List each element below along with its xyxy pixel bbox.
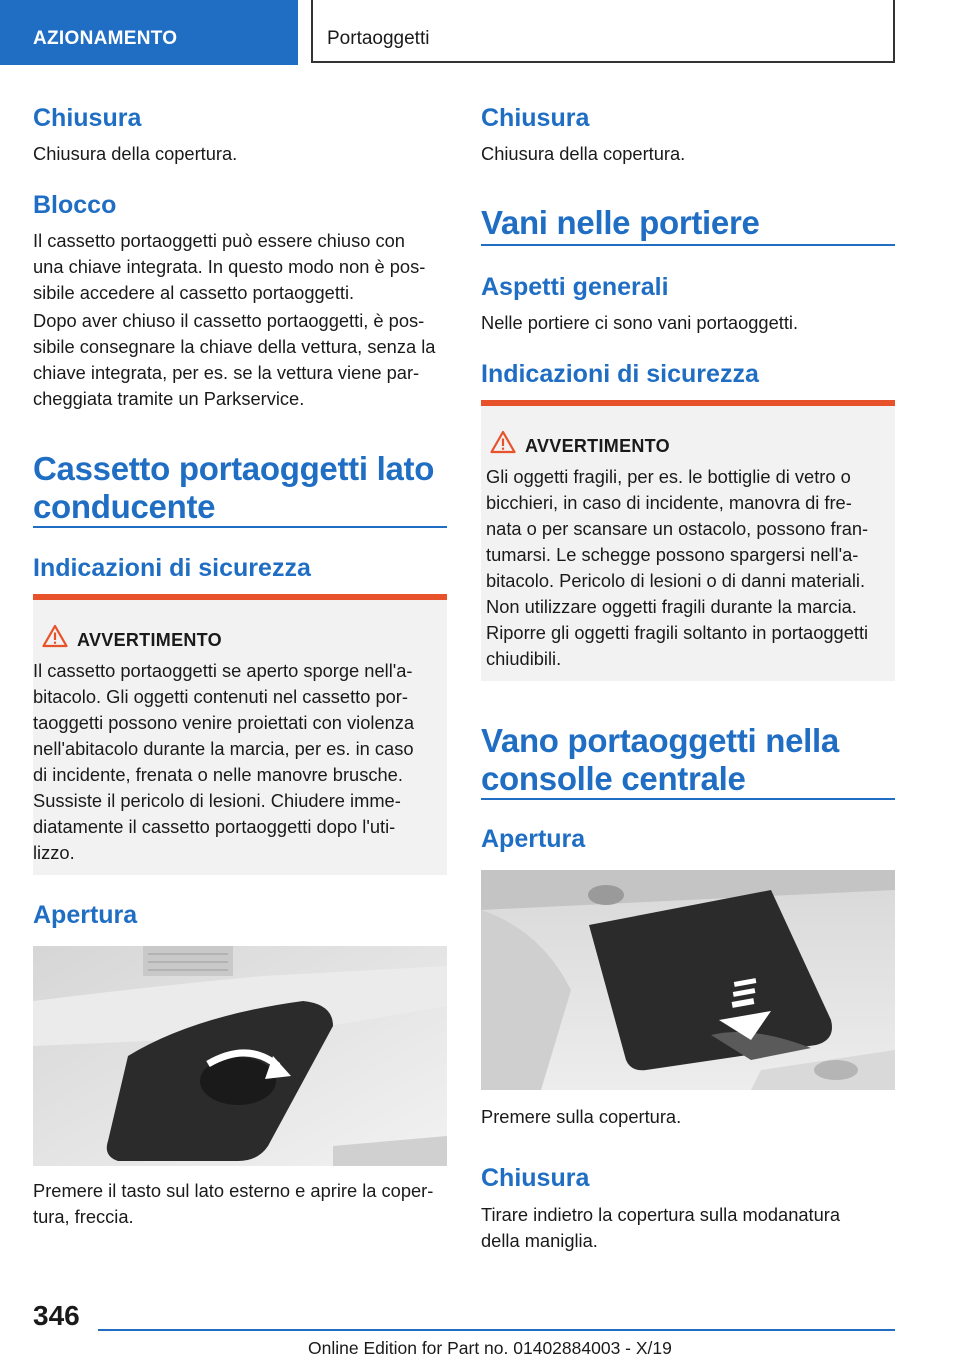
warning-triangle-icon: [42, 624, 68, 648]
footer-edition: Online Edition for Part no. 01402884003 - X/19: [308, 1338, 672, 1358]
topic-label: Portaoggetti: [327, 28, 430, 49]
section-rule: [33, 526, 447, 528]
chiusura-heading-right-2: Chiusura: [481, 1164, 590, 1192]
apertura-text-right: Premere sulla copertura.: [481, 1106, 682, 1127]
apertura-heading-right: Apertura: [481, 825, 586, 853]
section-tab: [0, 0, 298, 65]
aspetti-text: Nelle portiere ci sono vani portaoggetti.: [481, 312, 799, 333]
section-label: AZIONAMENTO: [33, 28, 178, 49]
warning-label-right: AVVERTIMENTO: [525, 436, 670, 456]
warning-box-right: [481, 400, 895, 681]
section-title-console: Vano portaoggetti nella consolle centrale: [481, 722, 839, 797]
blocco-paragraph-2: Dopo aver chiuso il cassetto portaoggetti, è pos- sibile consegnare la chiave della vettura, senza la chiave integrata, per es. se la vettura viene par- cheggiata tramite un Parkservice.: [33, 310, 436, 409]
chiusura-text-right: Chiusura della copertura.: [481, 143, 686, 164]
blocco-heading: Blocco: [33, 191, 117, 219]
console-photo: [481, 870, 895, 1090]
warning-text: Il cassetto portaoggetti se aperto sporge nell'a- bitacolo. Gli oggetti contenuti nel cassetto por- taoggetti possono venire proiettati con violenza nell'abitacolo durante la marcia, per es. in caso di incidente, frenata o nelle manovre brusche. Sussiste il pericolo di lesioni. Chiudere imme- diatamente il cassetto portaoggetti dopo l'uti- lizzo.: [33, 660, 415, 863]
chiusura-text-right-2: Tirare indietro la copertura sulla modanatura della maniglia.: [481, 1204, 841, 1251]
apertura-heading: Apertura: [33, 901, 138, 929]
chiusura-heading-right: Chiusura: [481, 104, 590, 132]
section-title-door-pockets: Vani nelle portiere: [481, 204, 760, 241]
warning-box: [33, 594, 447, 875]
safety-heading: Indicazioni di sicurezza: [33, 554, 311, 582]
topic-header: [311, 0, 895, 63]
warning-triangle-icon: [490, 430, 516, 454]
page-number: 346: [33, 1300, 80, 1331]
chiusura-text: Chiusura della copertura.: [33, 143, 238, 164]
blocco-paragraph-1: Il cassetto portaoggetti può essere chiuso con una chiave integrata. In questo modo non è pos- sibile accedere al cassetto portaoggetti.: [33, 230, 426, 303]
chiusura-heading: Chiusura: [33, 104, 142, 132]
section-rule-console: [481, 798, 895, 800]
section-rule-door: [481, 244, 895, 246]
aspetti-heading: Aspetti generali: [481, 273, 669, 301]
glovebox-photo: [33, 946, 447, 1166]
apertura-text: Premere il tasto sul lato esterno e aprire la coper- tura, freccia.: [33, 1180, 434, 1227]
safety-heading-right: Indicazioni di sicurezza: [481, 360, 759, 388]
section-title-glovebox: Cassetto portaoggetti lato conducente: [33, 450, 435, 525]
footer-rule: [98, 1329, 895, 1331]
warning-text-right: Gli oggetti fragili, per es. le bottiglie di vetro o bicchieri, in caso di incidente, manovra di fre- nata o per scansare un ostacolo, possono fran- tumarsi. Le schegge possono spargersi nell'a- bitacolo. Pericolo di lesioni o di danni materiali. Non utilizzare oggetti fragili durante la marcia. Riporre gli oggetti fragili soltanto in portaoggetti chiudibili.: [486, 466, 869, 669]
warning-label: AVVERTIMENTO: [77, 630, 222, 650]
